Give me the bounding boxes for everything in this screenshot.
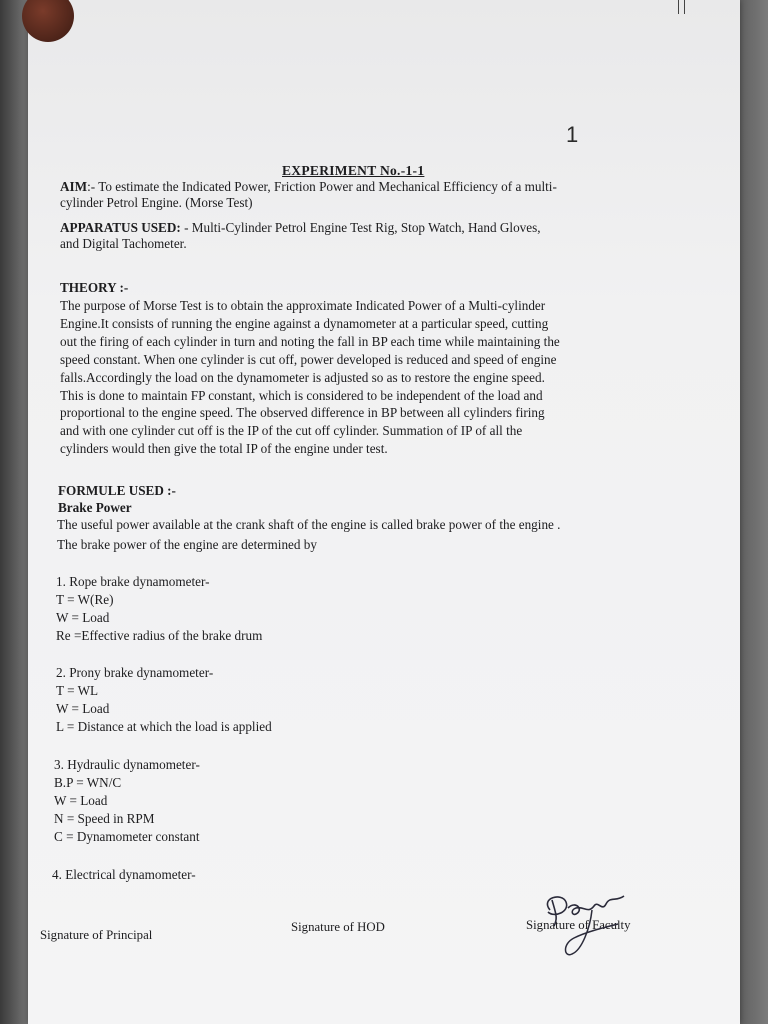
- theory-line: falls.Accordingly the load on the dynamometer is adjusted so as to restore the engine speed.: [60, 369, 545, 385]
- page-number: 1: [566, 122, 579, 147]
- aim-line-1: [60, 178, 557, 196]
- rope-brake-line: Re =Effective radius of the brake drum: [56, 628, 263, 643]
- theory-line: The purpose of Morse Test is to obtain the approximate Indicated Power of a Multi-cylinder: [60, 298, 546, 313]
- theory-line: speed constant. When one cylinder is cut off, power developed is reduced and speed of engine: [60, 351, 557, 367]
- aim-label: AIM: [60, 179, 88, 194]
- hydraulic-line: C = Dynamometer constant: [54, 829, 200, 844]
- theory-line: This is done to maintain FP constant, which is considered to be independent of the load and: [60, 387, 543, 403]
- handwritten-signature: [532, 888, 642, 960]
- signature-principal: Signature of Principal: [40, 928, 153, 942]
- hydraulic-title: 3. Hydraulic dynamometer-: [54, 757, 200, 772]
- theory-line: proportional to the engine speed. The observed difference in BP between all cylinders firing: [60, 405, 545, 421]
- apparatus-line-1: [60, 219, 541, 237]
- prony-brake-title: 2. Prony brake dynamometer-: [56, 665, 214, 680]
- apparatus-label: APPARATUS USED:: [60, 220, 181, 235]
- hydraulic-line: B.P = WN/C: [54, 775, 122, 790]
- theory-line: Engine.It consists of running the engine against a dynamometer at a particular speed, cutting: [60, 315, 549, 331]
- theory-line: and with one cylinder cut off is the IP of the cut off cylinder. Summation of IP of all the: [60, 423, 523, 439]
- prony-brake-line: T = WL: [56, 683, 99, 698]
- rope-brake-title: 1. Rope brake dynamometer-: [56, 574, 210, 589]
- theory-heading: THEORY :-: [60, 280, 129, 295]
- rope-brake-line: W = Load: [56, 610, 110, 625]
- background-right: [738, 0, 768, 1024]
- experiment-title: EXPERIMENT No.-1-1: [282, 163, 425, 178]
- hydraulic-line: W = Load: [54, 793, 108, 808]
- rope-brake-line: T = W(Re): [56, 592, 114, 607]
- theory-line: out the firing of each cylinder in turn and noting the fall in BP each time while maintaining the: [60, 333, 560, 349]
- formule-heading: FORMULE USED :-: [58, 483, 176, 498]
- page-edge-mark: [678, 0, 679, 14]
- theory-line: cylinders would then give the total IP of the engine under test.: [60, 441, 388, 457]
- theory-paragraph: [60, 297, 644, 458]
- page-edge-mark: [684, 0, 685, 14]
- signature-faculty: Signature of Faculty: [526, 918, 631, 932]
- background-left: [0, 0, 30, 1024]
- formule-line-1: The useful power available at the crank shaft of the engine is called brake power of the engine .: [57, 517, 561, 532]
- aim-text: :- To estimate the Indicated Power, Friction Power and Mechanical Efficiency of a multi-: [87, 179, 557, 194]
- formule-line-2: The brake power of the engine are determined by: [57, 537, 317, 552]
- brake-power-heading: Brake Power: [58, 500, 132, 515]
- signature-hod: Signature of HOD: [291, 920, 385, 934]
- aim-line-2: cylinder Petrol Engine. (Morse Test): [60, 195, 253, 210]
- apparatus-line-2: and Digital Tachometer.: [60, 236, 187, 251]
- hydraulic-line: N = Speed in RPM: [54, 811, 155, 826]
- electrical-title: 4. Electrical dynamometer-: [52, 867, 196, 882]
- prony-brake-line: W = Load: [56, 701, 110, 716]
- prony-brake-line: L = Distance at which the load is applied: [56, 719, 272, 734]
- apparatus-text: - Multi-Cylinder Petrol Engine Test Rig, Stop Watch, Hand Gloves,: [180, 220, 541, 235]
